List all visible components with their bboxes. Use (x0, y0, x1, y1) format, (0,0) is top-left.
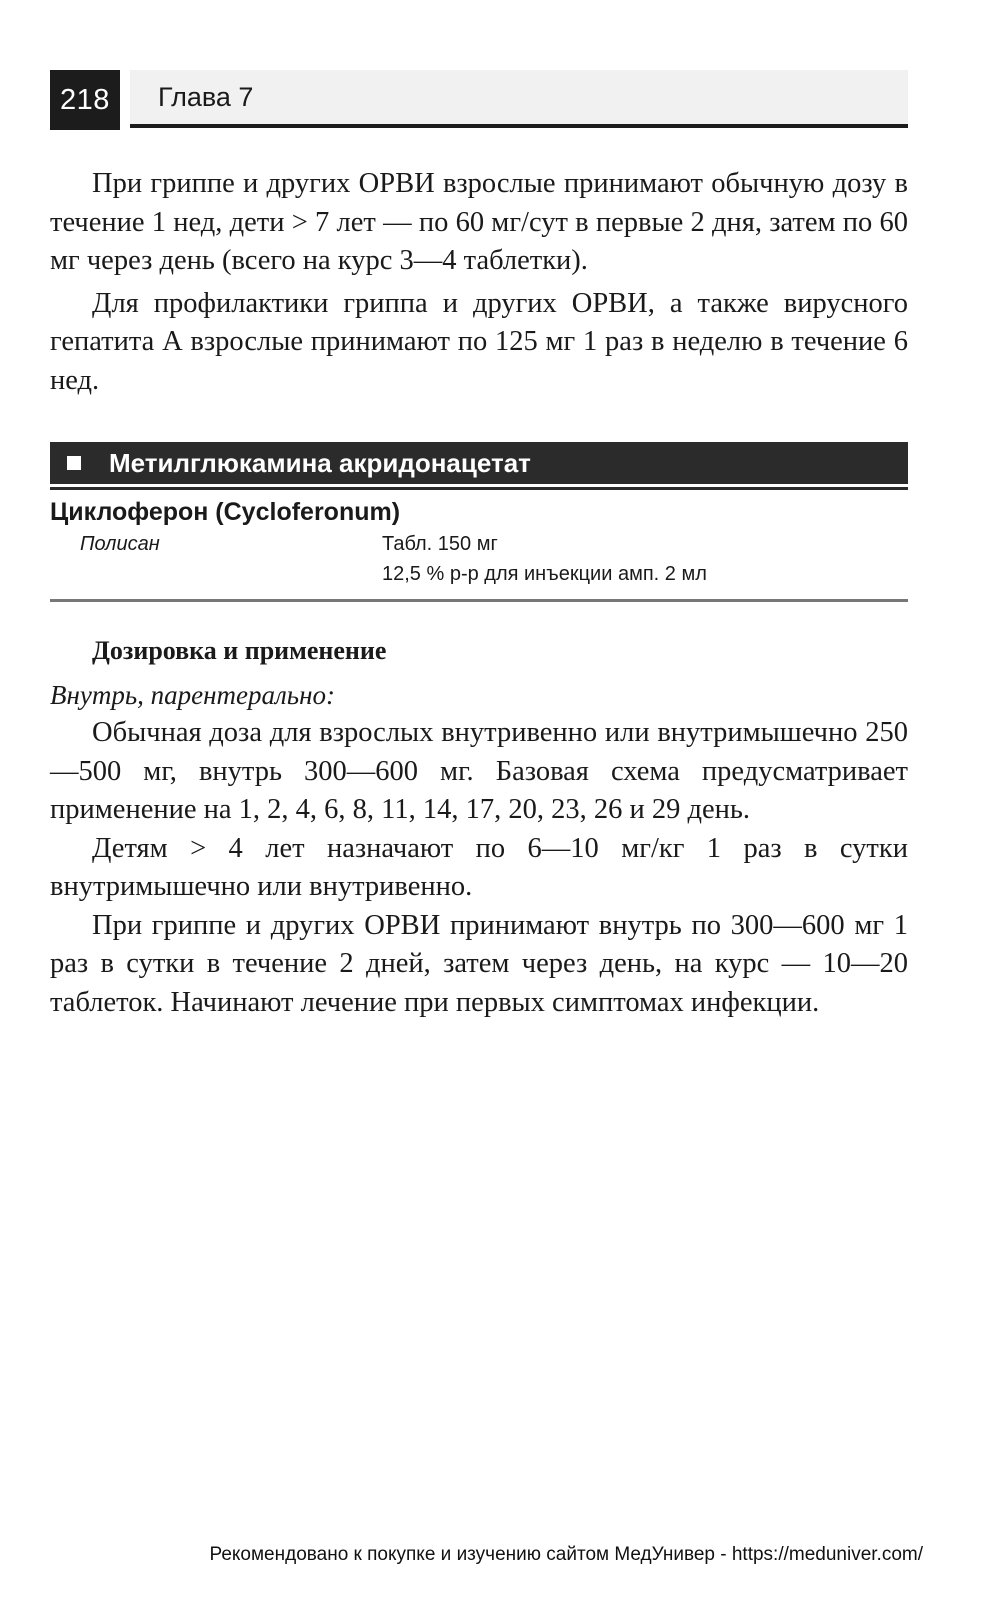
section-header (50, 442, 908, 487)
drug-details (50, 529, 908, 589)
drug-entry (50, 495, 908, 602)
manufacturer: Полисан (80, 533, 160, 555)
dosage-form: Табл. 150 мг (382, 533, 498, 555)
chapter-bar (130, 70, 908, 128)
dosage-form: 12,5 % р-р для инъекции амп. 2 мл (382, 563, 707, 585)
footer-note: Рекомендовано к покупке и изучению сайтом МедУнивер - https://meduniver.com/ (209, 1544, 923, 1565)
square-bullet-icon (67, 456, 81, 470)
dosage-text (50, 714, 908, 1022)
paragraph: При гриппе и других ОРВИ принимают внутрь по 300—600 мг 1 раз в сутки в течение 2 дней, затем через день, на курс — 10—20 таблеток. Начинают лечение при первых симптомах инфекции. (50, 909, 908, 1018)
paragraph: Для профилактики гриппа и других ОРВИ, а также вирусного гепатита А взрослые принимают по 125 мг 1 раз в неделю в течение 6 нед. (50, 287, 908, 396)
page-number: 218 (50, 70, 120, 130)
paragraph: Детям > 4 лет назначают по 6—10 мг/кг 1 раз в сутки внутримышечно или внутривенно. (50, 832, 908, 902)
chapter-title: Глава 7 (158, 82, 254, 112)
paragraph: При гриппе и других ОРВИ взрослые принимают обычную дозу в течение 1 нед, дети > 7 лет — по 60 мг/сут в первые 2 дня, затем по 60 мг через день (всего на курс 3—4 таблетки). (50, 168, 908, 276)
drug-name: Циклоферон (Cycloferonum) (50, 498, 401, 526)
administration-route: Внутрь, парентерально: (50, 680, 335, 710)
paragraph: Обычная доза для взрослых внутривенно или внутримышечно 250—500 мг, внутрь 300—600 мг. Базовая схема предусматривает применение на 1, 2, 4, 6, 8, 11, 14, 17, 20, 23, 26 и 29 день. (50, 717, 908, 825)
dosage-heading: Дозировка и применение (92, 636, 387, 665)
section-title: Метилглюкамина акридонацетат (109, 448, 531, 478)
book-page (50, 70, 908, 1022)
intro-text (50, 165, 908, 400)
dosage-forms (382, 529, 707, 589)
page-header (50, 70, 908, 130)
